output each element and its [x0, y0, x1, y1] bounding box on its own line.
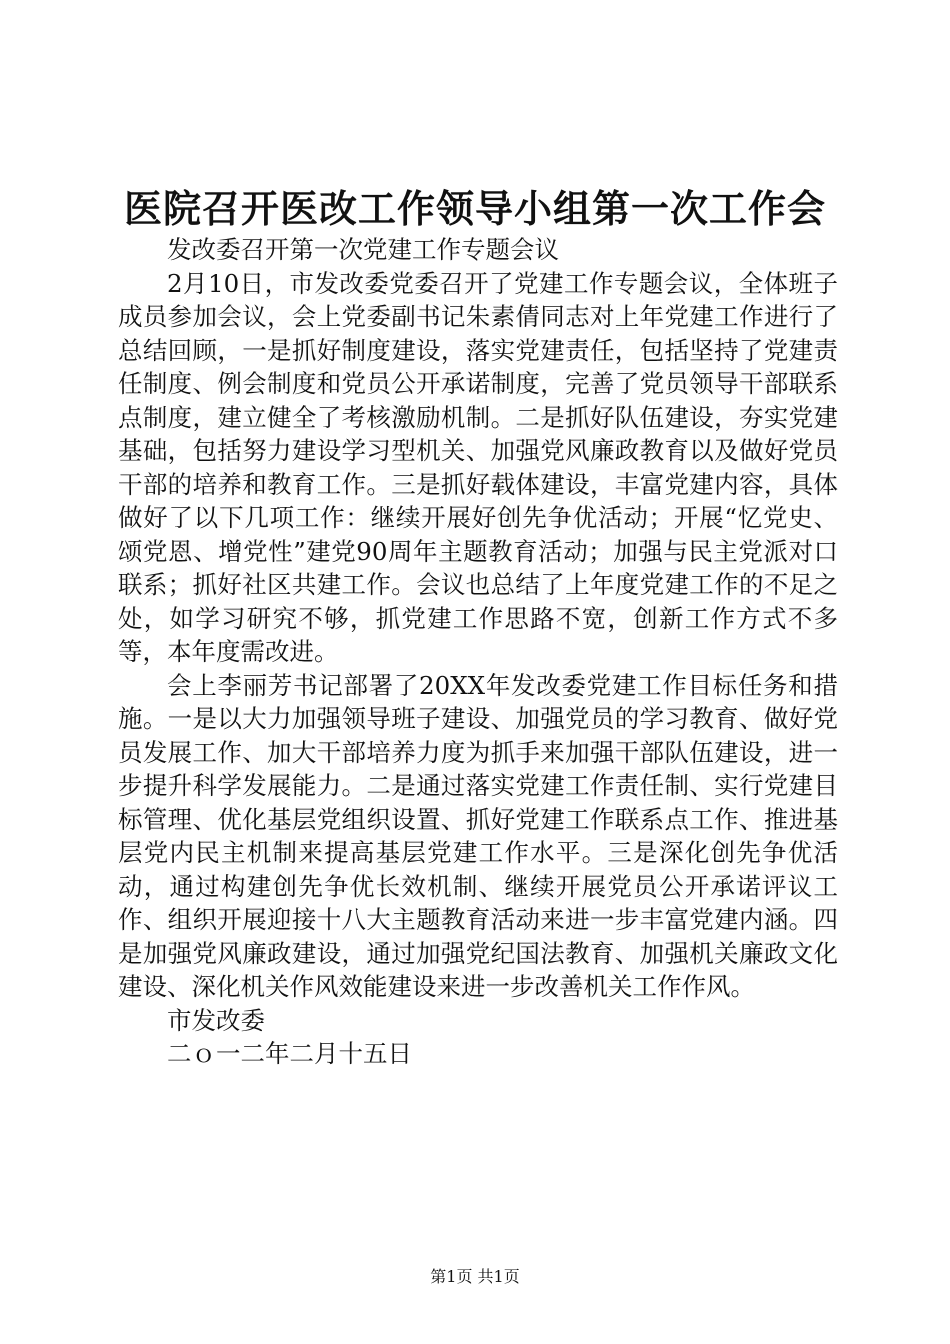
- signature-date: 二ｏ一二年二月十五日: [167, 1039, 412, 1068]
- document-title: 医院召开医改工作领导小组第一次工作会: [123, 186, 826, 231]
- page-number-footer: 第1页 共1页: [430, 1267, 520, 1286]
- meeting-heading: 发改委召开第一次党建工作专题会议: [167, 235, 559, 264]
- body-paragraph: 会上李丽芳书记部署了20XX年发改委党建工作目标任务和措施。一是以大力加强领导班子建设、加强党员的学习教育、做好党员发展工作、加大干部培养力度为抓手来加强干部队伍建设，进一步提升科学发展能力。二是通过落实党建工作责任制、实行党建目标管理、优化基层党组织设置、抓好党建工作联系点工作、推进基层党内民主机制来提高基层党建工作水平。三是深化创先争优活动，通过构建创先争优长效机制、继续开展党员公开承诺评议工作、组织开展迎接十八大主题教育活动来进一步丰富党建内涵。四是加强党风廉政建设，通过加强党纪国法教育、加强机关廉政文化建设、深化机关作风效能建设来进一步改善机关工作作风。: [118, 670, 838, 1001]
- body-paragraph: 2月10日，市发改委党委召开了党建工作专题会议，全体班子成员参加会议，会上党委副书记朱素倩同志对上年党建工作进行了总结回顾，一是抓好制度建设，落实党建责任，包括坚持了党建责任制度、例会制度和党员公开承诺制度，完善了党员领导干部联系点制度，建立健全了考核激励机制。二是抓好队伍建设，夯实党建基础，包括努力建设学习型机关、加强党风廉政教育以及做好党员干部的培养和教育工作。三是抓好载体建设，丰富党建内容，具体做好了以下几项工作：继续开展好创先争优活动；开展“忆党史、颂党恩、增党性”建党90周年主题教育活动；加强与民主党派对口联系；抓好社区共建工作。会议也总结了上年度党建工作的不足之处，如学习研究不够，抓党建工作思路不宽，创新工作方式不多等，本年度需改进。: [118, 268, 838, 666]
- document-body: [118, 233, 838, 1071]
- signature-organization: 市发改委: [167, 1005, 265, 1035]
